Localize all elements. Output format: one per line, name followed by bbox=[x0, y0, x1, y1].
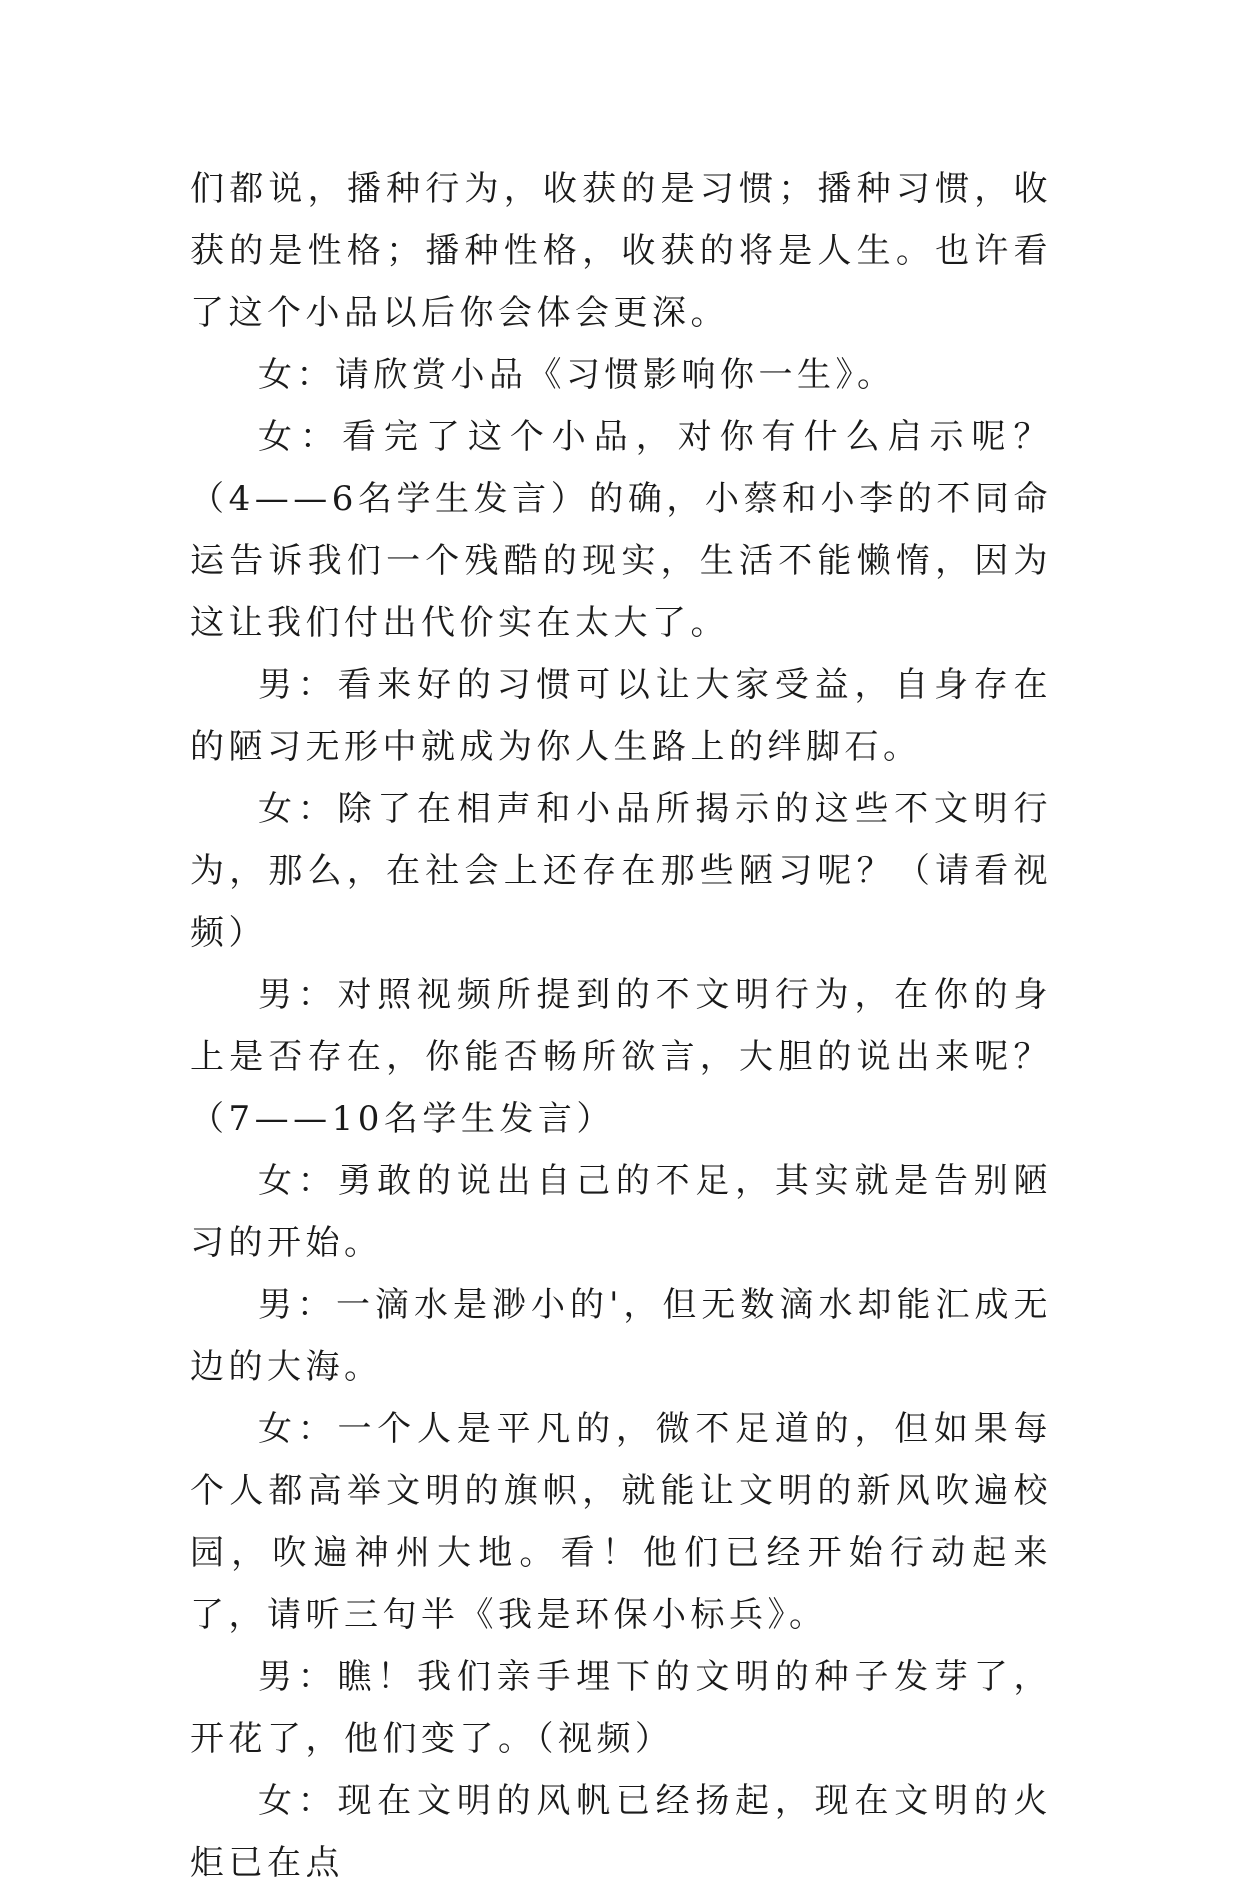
document-body bbox=[190, 158, 1052, 1894]
paragraph-7: 女：勇敢的说出自己的不足，其实就是告别陋习的开始。 bbox=[190, 1161, 1052, 1263]
paragraph-8: 男：一滴水是渺小的'，但无数滴水却能汇成无边的大海。 bbox=[190, 1285, 1052, 1387]
paragraph-6: 男：对照视频所提到的不文明行为，在你的身上是否存在，你能否畅所欲言，大胆的说出来呢？（7——10名学生发言） bbox=[190, 975, 1052, 1139]
paragraph-4: 男：看来好的习惯可以让大家受益，自身存在的陋习无形中就成为你人生路上的绊脚石。 bbox=[190, 665, 1052, 767]
paragraph-2: 女：请欣赏小品《习惯影响你一生》。 bbox=[258, 355, 896, 395]
paragraph-5: 女：除了在相声和小品所揭示的这些不文明行为，那么，在社会上还存在那些陋习呢？（请看视频） bbox=[190, 789, 1052, 953]
paragraph-11: 女：现在文明的风帆已经扬起，现在文明的火炬已在点 bbox=[190, 1781, 1052, 1883]
paragraph-9: 女：一个人是平凡的，微不足道的，但如果每个人都高举文明的旗帜，就能让文明的新风吹遍校园，吹遍神州大地。看！他们已经开始行动起来了，请听三句半《我是环保小标兵》。 bbox=[190, 1409, 1052, 1635]
paragraph-3: 女：看完了这个小品，对你有什么启示呢？（4——6名学生发言）的确，小蔡和小李的不同命运告诉我们一个残酷的现实，生活不能懒惰，因为这让我们付出代价实在太大了。 bbox=[190, 417, 1052, 643]
paragraph-10: 男：瞧！我们亲手埋下的文明的种子发芽了，开花了，他们变了。（视频） bbox=[190, 1657, 1052, 1759]
paragraph-1: 们都说，播种行为，收获的是习惯；播种习惯，收获的是性格；播种性格，收获的将是人生。也许看了这个小品以后你会体会更深。 bbox=[190, 169, 1052, 333]
